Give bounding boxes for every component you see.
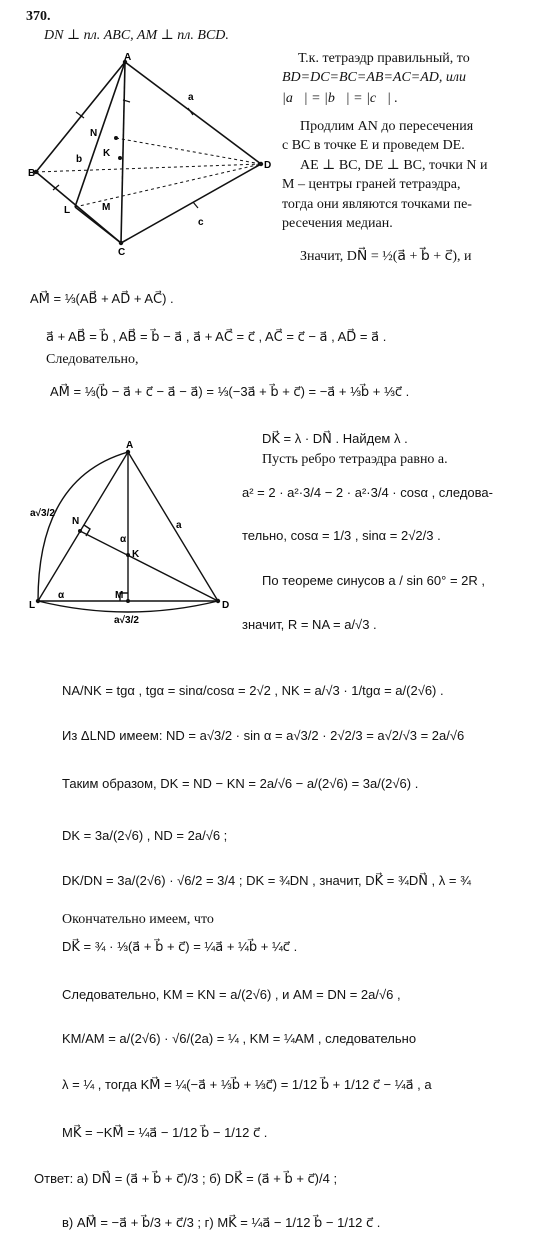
formula-line: Следовательно, KM = KN = a/(2√6) , и AM = DN = 2a/√6 , <box>62 987 401 1002</box>
text-line: Т.к. тетраэдр правильный, то <box>298 51 470 66</box>
label-M: M <box>115 590 124 601</box>
formula-line: a⃗ + AB⃗ = b⃗ , AB⃗ = b⃗ − a⃗ , a⃗ + AC⃗ = c⃗ , AC⃗ = c⃗ − a⃗ , AD⃗ = a⃗ . <box>46 329 387 344</box>
label-L: L <box>29 600 36 611</box>
text-line: Окончательно имеем, что <box>62 912 214 927</box>
formula-line: По теореме синусов a / sin 60° = 2R , <box>262 573 485 588</box>
label-A: A <box>124 52 132 63</box>
label-N: N <box>72 516 80 527</box>
formula-line: DK = 3a/(2√6) , ND = 2a/√6 ; <box>62 828 228 843</box>
triangle-figure <box>28 418 238 633</box>
text-line: с BC в точке E и проведем DE. <box>282 138 465 153</box>
label-N: N <box>90 128 98 139</box>
formula-line: λ = ¼ , тогда KM⃗ = ¼(−a⃗ + ⅓b⃗ + ⅓c⃗) = 1/12 b⃗ + 1/12 c⃗ − ¼a⃗ , а <box>62 1077 432 1092</box>
given-statement: DN ⊥ пл. ABC, AM ⊥ пл. BCD. <box>44 28 229 43</box>
formula-line: AM⃗ = ⅓(AB⃗ + AD⃗ + AC⃗) . <box>30 291 174 306</box>
answer-line: Ответ: а) DN⃗ = (a⃗ + b⃗ + c⃗)/3 ; б) DK⃗ = (a⃗ + b⃗ + c⃗)/4 ; <box>34 1171 338 1186</box>
text-line: Пусть ребро тетраэдра равно a. <box>262 452 448 467</box>
formula-line: DK⃗ = ¾ · ⅓(a⃗ + b⃗ + c⃗) = ¼a⃗ + ¼b⃗ + ¼c⃗ . <box>62 939 298 954</box>
text-line: Значит, DN⃗ = ½(a⃗ + b⃗ + c⃗), и <box>300 249 472 264</box>
text-line: BD=DC=BC=AB=AC=AD, или <box>282 70 466 85</box>
formula-line: DK⃗ = λ · DN⃗ . Найдем λ . <box>262 431 408 446</box>
text-line: Следовательно, <box>46 352 139 367</box>
label-D: D <box>264 160 272 171</box>
label-side-LM: a√3/2 <box>114 615 139 626</box>
formula-line: Из ΔLND имеем: ND = a√3/2 · sin α = a√3/2 · 2√2/3 = a√2/√3 = 2a/√6 <box>62 728 465 743</box>
label-vec-b: b <box>76 154 83 165</box>
label-side-LN: a√3/2 <box>30 508 55 519</box>
formula-line: a² = 2 · a²·3/4 − 2 · a²·3/4 · cosα , следова- <box>242 485 493 500</box>
label-B: B <box>28 168 36 179</box>
formula-line: значит, R = NA = a/√3 . <box>242 617 377 632</box>
label-alpha-L: α <box>58 590 65 601</box>
text-line: тогда они являются точками пе- <box>282 197 472 212</box>
label-D: D <box>222 600 230 611</box>
text-line: Продлим AN до пересечения <box>300 119 474 134</box>
label-K: K <box>132 549 140 560</box>
label-A: A <box>126 440 134 451</box>
label-edge-a: a <box>176 520 182 531</box>
formula-line: Таким образом, DK = ND − KN = 2a/√6 − a/(2√6) = 3a/(2√6) . <box>62 776 419 791</box>
formula-line: тельно, cosα = 1/3 , sinα = 2√2/3 . <box>242 528 441 543</box>
text-line: M – центры граней тетраэдра, <box>282 177 461 192</box>
label-L: L <box>64 205 71 216</box>
label-vec-a: a <box>188 92 194 103</box>
formula-line: NA/NK = tgα , tgα = sinα/cosα = 2√2 , NK = a/√3 · 1/tgα = a/(2√6) . <box>62 683 444 698</box>
label-alpha-K: α <box>120 534 127 545</box>
formula-line: KM/AM = a/(2√6) · √6/(2a) = ¼ , KM = ¼AM , следовательно <box>62 1031 417 1046</box>
label-K: K <box>103 148 111 159</box>
tetrahedron-figure <box>28 50 278 255</box>
problem-number: 370. <box>26 9 51 24</box>
formula-line: MK⃗ = −KM⃗ = ¼a⃗ − 1/12 b⃗ − 1/12 c⃗ . <box>62 1125 268 1140</box>
text-line: |a⃗| = |b⃗| = |c⃗| . <box>282 91 398 106</box>
text-line: ресечения медиан. <box>282 216 393 231</box>
formula-line: AM⃗ = ⅓(b⃗ − a⃗ + c⃗ − a⃗ − a⃗) = ⅓(−3a⃗ + b⃗ + c⃗) = −a⃗ + ⅓b⃗ + ⅓c⃗ . <box>50 384 410 399</box>
label-vec-c: c <box>198 217 204 228</box>
label-M: M <box>102 202 111 213</box>
label-C: C <box>118 247 126 255</box>
text-line: AE ⊥ BC, DE ⊥ BC, точки N и <box>300 158 488 173</box>
formula-line: DK/DN = 3a/(2√6) · √6/2 = 3/4 ; DK = ¾DN , значит, DK⃗ = ¾DN⃗ , λ = ¾ <box>62 873 471 888</box>
answer-line: в) AM⃗ = −a⃗ + b⃗/3 + c⃗/3 ; г) MK⃗ = ¼a⃗ − 1/12 b⃗ − 1/12 c⃗ . <box>62 1215 381 1230</box>
